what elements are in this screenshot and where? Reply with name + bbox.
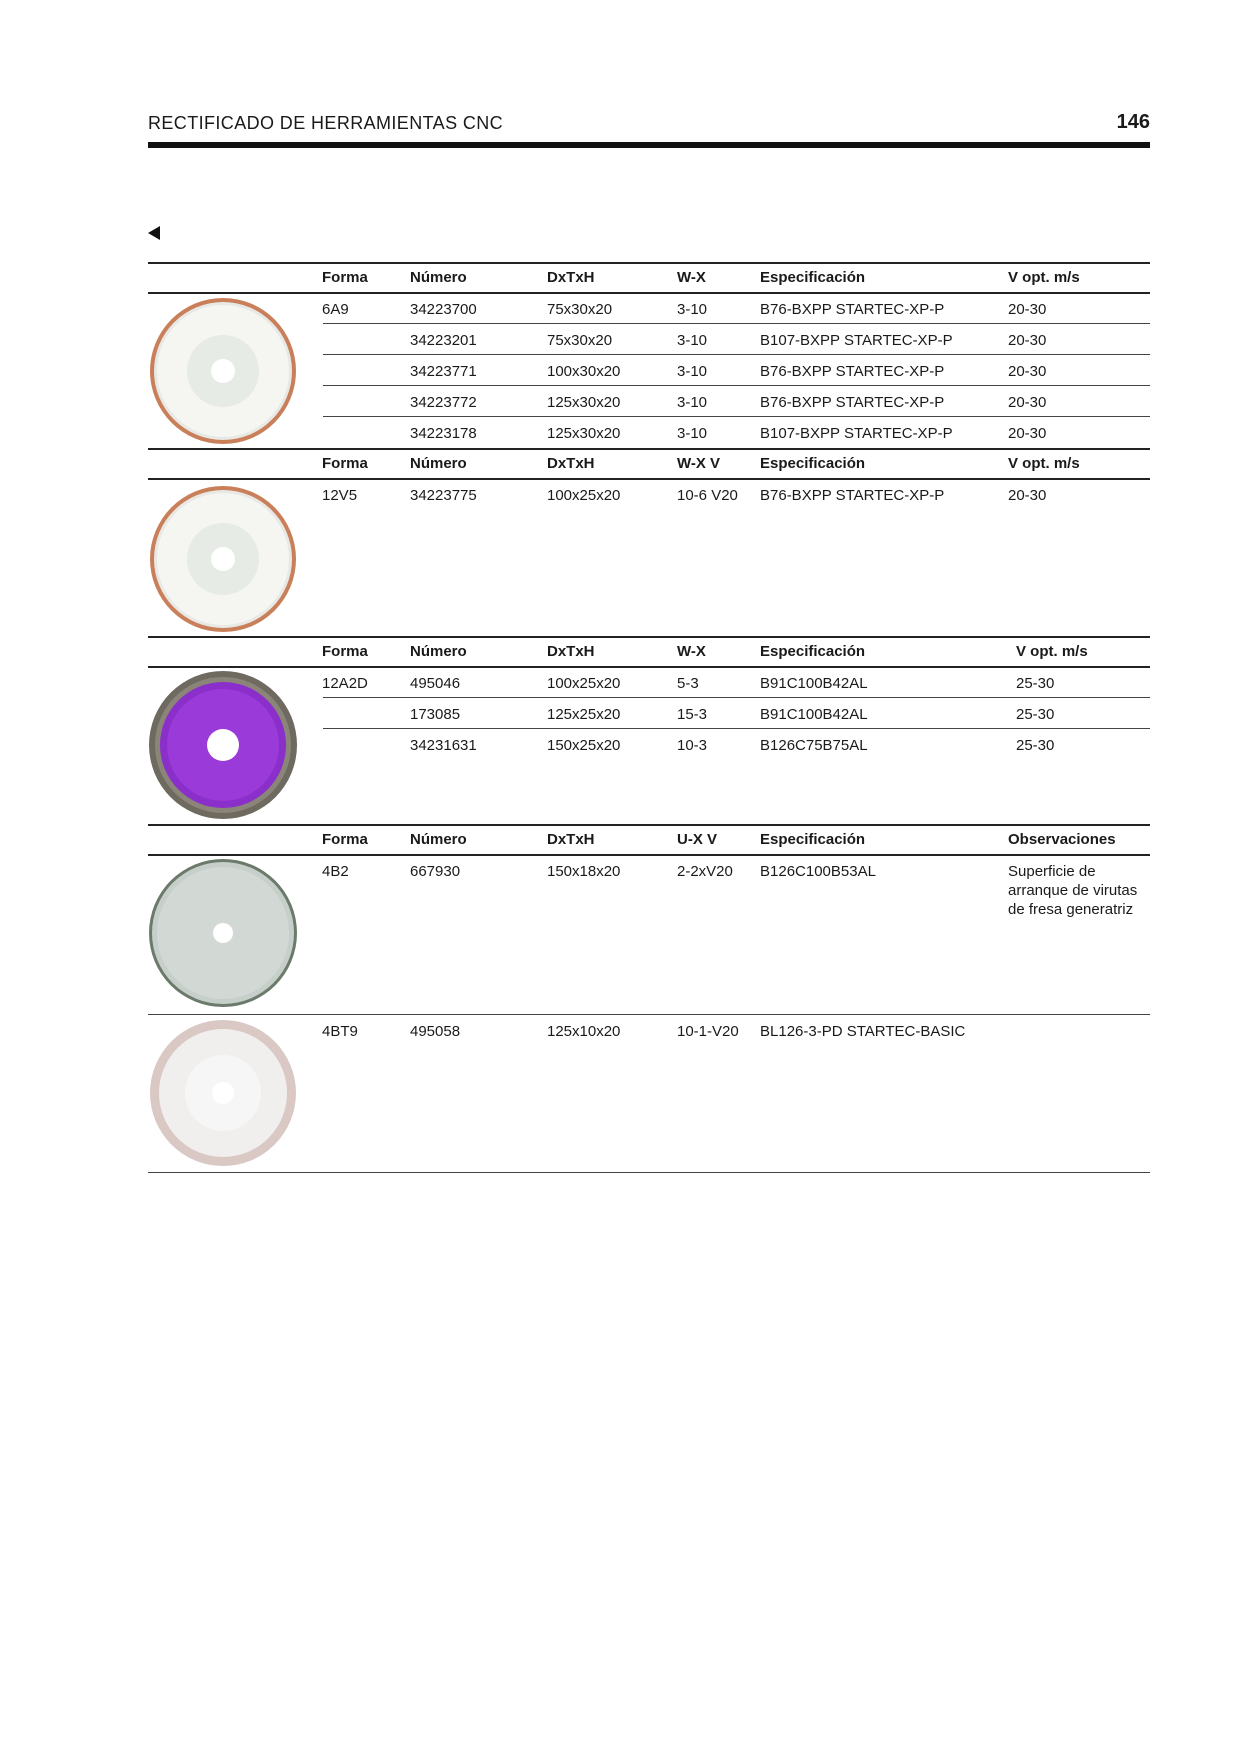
wheel-image-pale (148, 1018, 298, 1168)
header-vopt: V opt. m/s (1008, 455, 1080, 472)
cell-numero: 34223772 (410, 394, 477, 411)
cell-numero: 34231631 (410, 737, 477, 754)
cell-forma: 4B2 (322, 863, 349, 880)
cell-vopt: 20-30 (1008, 487, 1047, 504)
wheel-image-white (148, 296, 298, 446)
header-uxv: U-X V (677, 831, 718, 848)
cell-numero: 173085 (410, 706, 461, 723)
header-forma: Forma (322, 269, 368, 286)
cell-dxtxh: 125x10x20 (547, 1023, 621, 1040)
cell-especificacion: B91C100B42AL (760, 675, 868, 692)
cell-wx: 5-3 (677, 675, 699, 692)
cell-uxv: 2-2xV20 (677, 863, 733, 880)
divider (148, 448, 1150, 450)
page-header (148, 108, 1150, 152)
divider (148, 1172, 1150, 1173)
product-section-12v5 (148, 448, 1150, 636)
product-section-4b2 (148, 824, 1150, 984)
cell-especificacion: B76-BXPP STARTEC-XP-P (760, 394, 945, 411)
cell-vopt: 20-30 (1008, 425, 1047, 442)
header-vopt: V opt. m/s (1016, 643, 1088, 660)
cell-forma: 6A9 (322, 301, 349, 318)
cell-especificacion: BL126-3-PD STARTEC-BASIC (760, 1023, 966, 1040)
header-forma: Forma (322, 831, 368, 848)
cell-wx: 3-10 (677, 394, 708, 411)
wheel-image-grey-green (148, 858, 298, 1008)
header-dxtxh: DxTxH (547, 269, 595, 286)
cell-dxtxh: 125x30x20 (547, 425, 621, 442)
header-numero: Número (410, 831, 467, 848)
cell-dxtxh: 125x30x20 (547, 394, 621, 411)
product-section-6a9 (148, 262, 1150, 448)
cell-especificacion: B91C100B42AL (760, 706, 868, 723)
cell-dxtxh: 75x30x20 (547, 332, 613, 349)
divider (148, 478, 1150, 480)
cell-especificacion: B76-BXPP STARTEC-XP-P (760, 301, 945, 318)
cell-dxtxh: 150x25x20 (547, 737, 621, 754)
cell-vopt: 20-30 (1008, 394, 1047, 411)
cell-numero: 34223201 (410, 332, 477, 349)
header-numero: Número (410, 643, 467, 660)
header-wx: W-X (677, 269, 706, 286)
cell-wx: 3-10 (677, 363, 708, 380)
header-vopt: V opt. m/s (1008, 269, 1080, 286)
cell-numero: 667930 (410, 863, 461, 880)
cell-forma: 4BT9 (322, 1023, 358, 1040)
cell-observaciones: Superficie de arranque de virutas de fresa generatriz (1008, 863, 1138, 918)
cell-numero: 34223700 (410, 301, 477, 318)
cell-dxtxh: 100x25x20 (547, 487, 621, 504)
header-especificacion: Especificación (760, 269, 866, 286)
divider (148, 262, 1150, 264)
header-numero: Número (410, 455, 467, 472)
divider (148, 666, 1150, 668)
divider (148, 292, 1150, 294)
cell-numero: 495046 (410, 675, 461, 692)
cell-numero: 34223775 (410, 487, 477, 504)
cell-wx: 10-3 (677, 737, 708, 754)
cell-vopt: 25-30 (1016, 675, 1055, 692)
row-divider (323, 697, 1150, 698)
header-wxv: W-X V (677, 455, 721, 472)
cell-dxtxh: 100x25x20 (547, 675, 621, 692)
cell-especificacion: B107-BXPP STARTEC-XP-P (760, 332, 953, 349)
cell-vopt: 25-30 (1016, 706, 1055, 723)
cell-vopt: 20-30 (1008, 301, 1047, 318)
header-dxtxh: DxTxH (547, 831, 595, 848)
product-section-4bt9 (148, 1014, 1150, 1178)
cell-numero: 34223771 (410, 363, 477, 380)
product-section-12a2d (148, 636, 1150, 824)
divider (148, 636, 1150, 638)
cell-especificacion: B76-BXPP STARTEC-XP-P (760, 487, 945, 504)
header-especificacion: Especificación (760, 831, 866, 848)
header-wx: W-X (677, 643, 706, 660)
row-divider (323, 323, 1150, 324)
cell-wxv: 10-6 V20 (677, 487, 738, 504)
cell-wx: 3-10 (677, 301, 708, 318)
row-divider (323, 385, 1150, 386)
wheel-image-white (148, 484, 298, 634)
divider (148, 1014, 1150, 1015)
cell-especificacion: B76-BXPP STARTEC-XP-P (760, 363, 945, 380)
cell-numero: 34223178 (410, 425, 477, 442)
cell-forma: 12V5 (322, 487, 358, 504)
row-divider (323, 354, 1150, 355)
header-observaciones: Observaciones (1008, 831, 1116, 848)
header-numero: Número (410, 269, 467, 286)
cell-especificacion: B107-BXPP STARTEC-XP-P (760, 425, 953, 442)
cell-wx: 3-10 (677, 332, 708, 349)
row-divider (323, 416, 1150, 417)
cell-forma: 12A2D (322, 675, 368, 692)
header-especificacion: Especificación (760, 455, 866, 472)
page-number: 146 (1116, 111, 1150, 133)
row-divider (323, 728, 1150, 729)
triangle-left-icon[interactable] (148, 226, 160, 240)
cell-vopt: 25-30 (1016, 737, 1055, 754)
cell-dxtxh: 125x25x20 (547, 706, 621, 723)
cell-dxtxh: 75x30x20 (547, 301, 613, 318)
cell-especificacion: B126C100B53AL (760, 863, 876, 880)
header-dxtxh: DxTxH (547, 643, 595, 660)
divider (148, 854, 1150, 856)
cell-numero: 495058 (410, 1023, 461, 1040)
cell-wx: 3-10 (677, 425, 708, 442)
wheel-image-purple (148, 670, 298, 820)
header-forma: Forma (322, 643, 368, 660)
header-forma: Forma (322, 455, 368, 472)
cell-vopt: 20-30 (1008, 332, 1047, 349)
cell-vopt: 20-30 (1008, 363, 1047, 380)
cell-wx: 15-3 (677, 706, 708, 723)
divider (148, 824, 1150, 826)
cell-especificacion: B126C75B75AL (760, 737, 868, 754)
cell-dxtxh: 150x18x20 (547, 863, 621, 880)
header-rule (148, 142, 1150, 148)
header-dxtxh: DxTxH (547, 455, 595, 472)
cell-uxv: 10-1-V20 (677, 1023, 739, 1040)
cell-dxtxh: 100x30x20 (547, 363, 621, 380)
header-especificacion: Especificación (760, 643, 866, 660)
section-title: RECTIFICADO DE HERRAMIENTAS CNC (148, 113, 504, 133)
